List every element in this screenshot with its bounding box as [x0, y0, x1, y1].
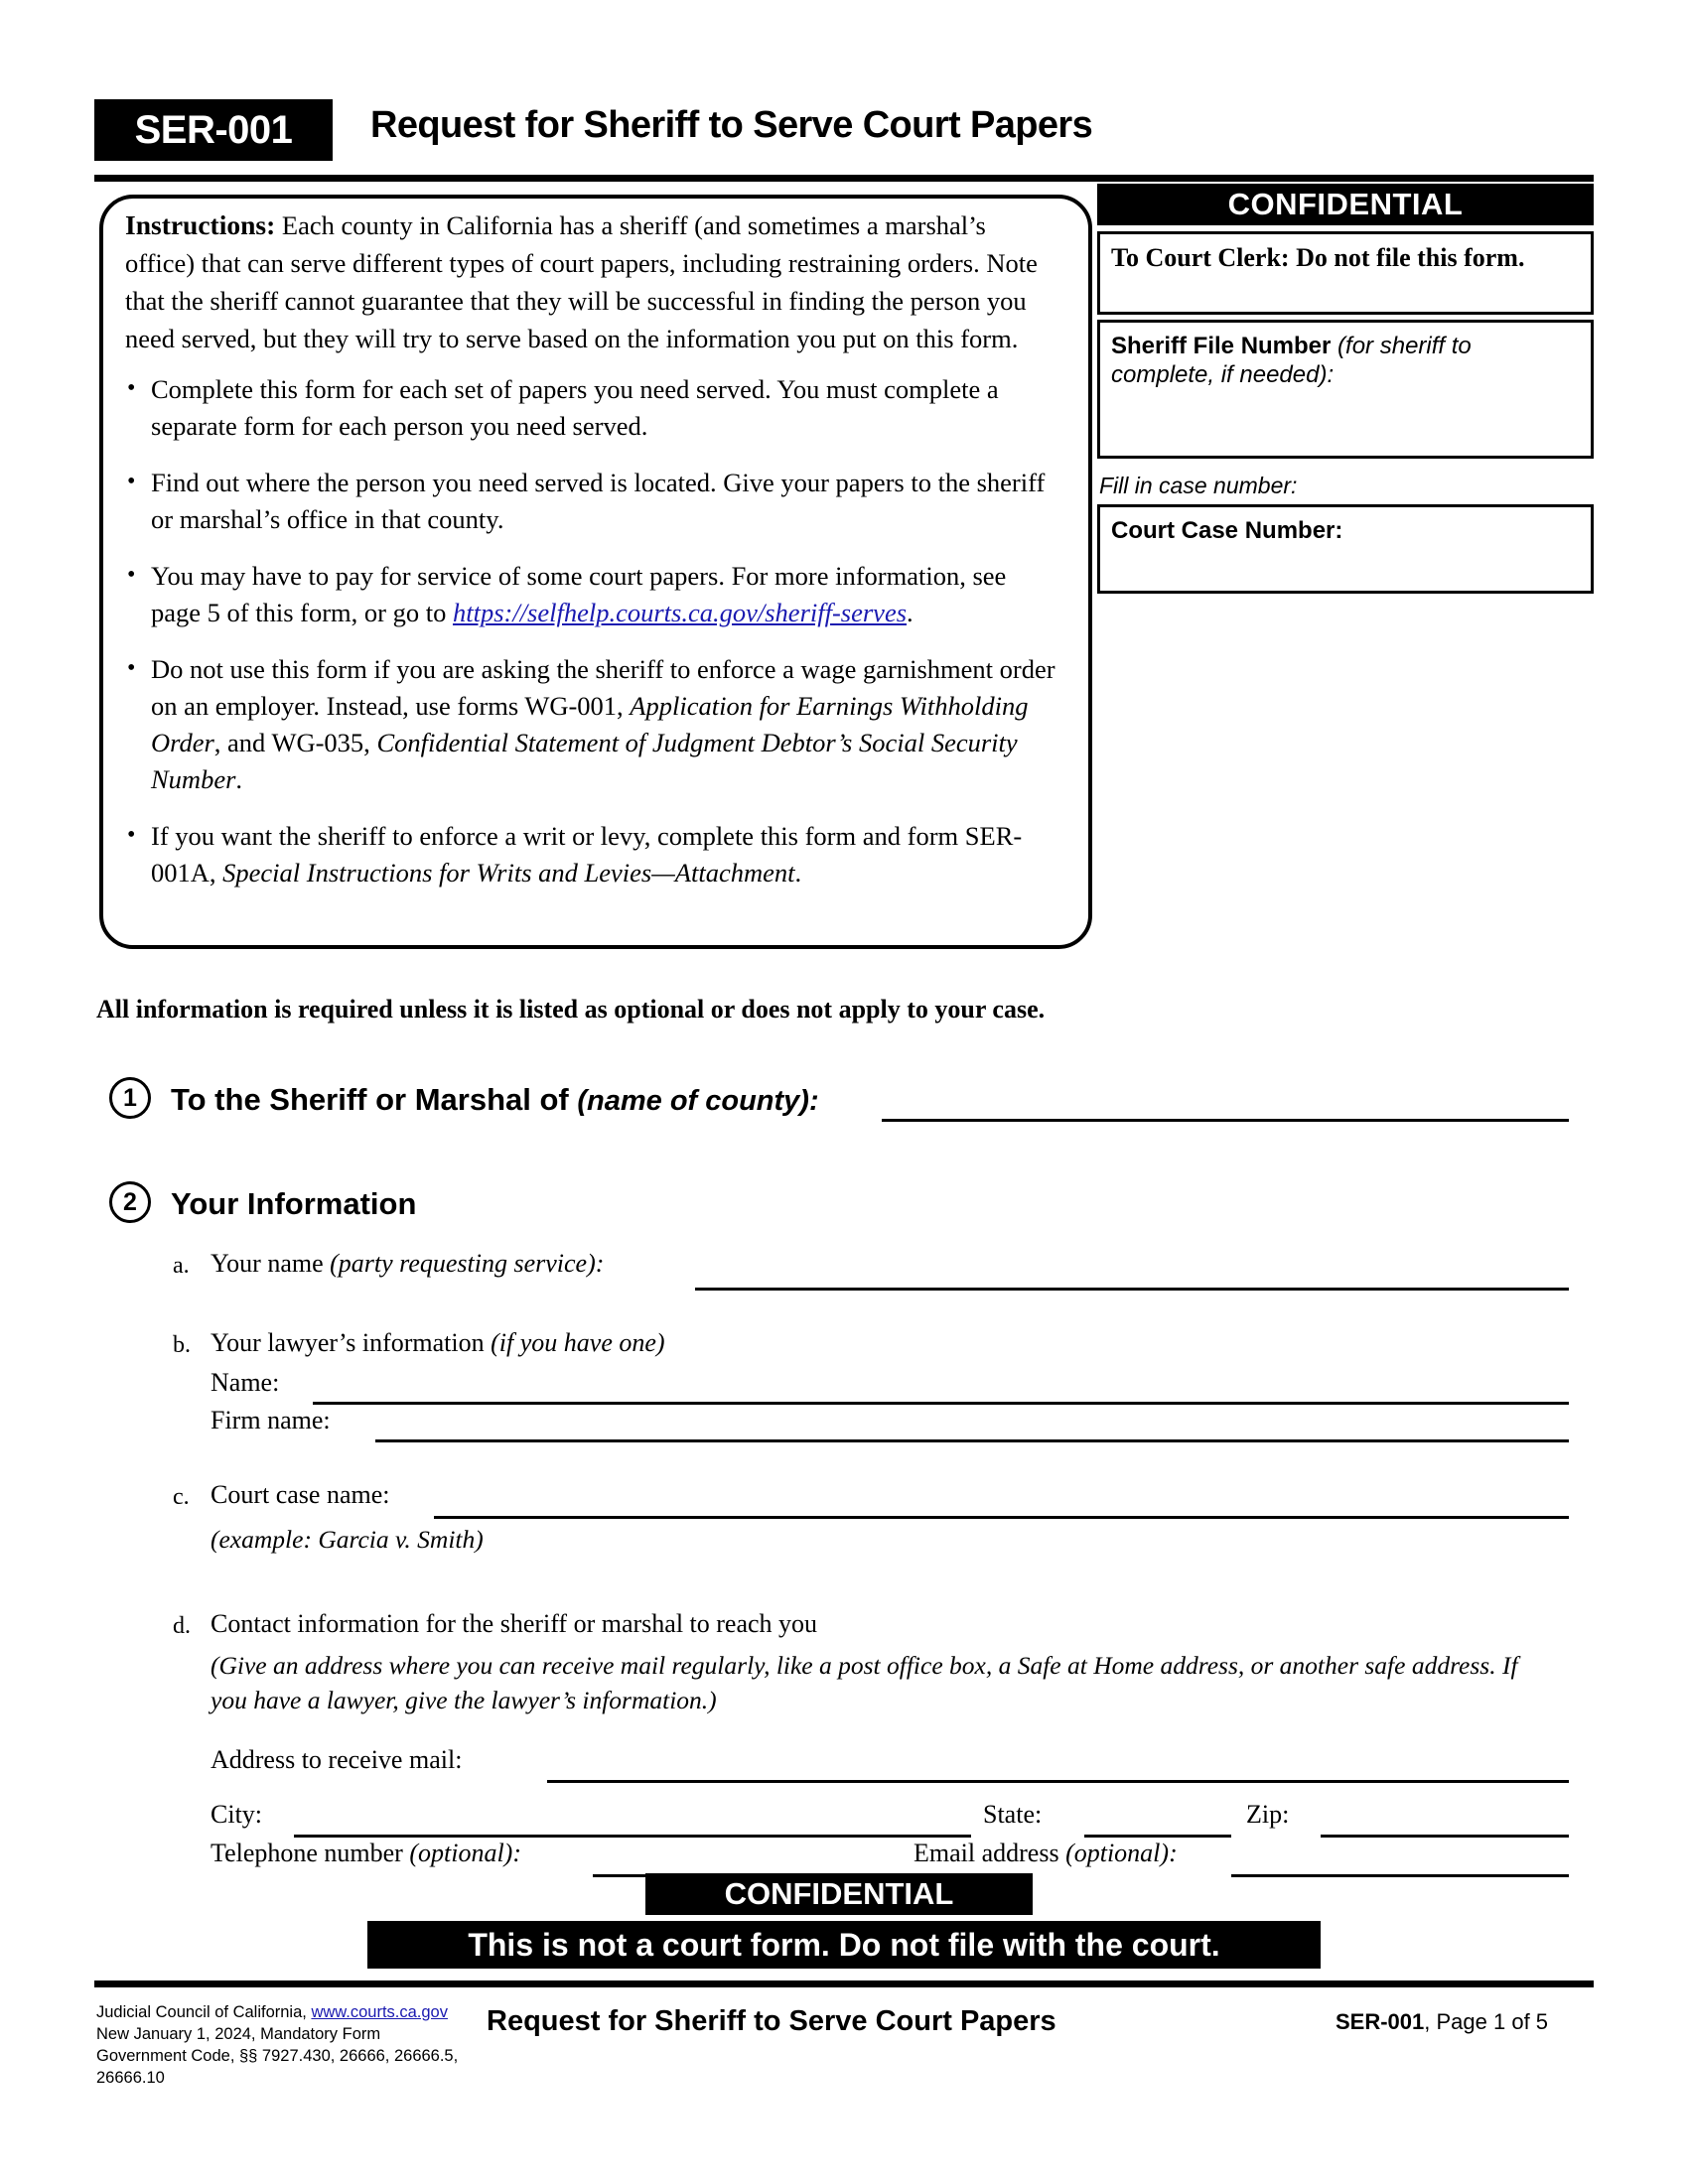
- courts-ca-gov-link[interactable]: www.courts.ca.gov: [311, 2003, 448, 2021]
- your-name-label: [211, 1249, 604, 1279]
- required-information-notice: All information is required unless it is listed as optional or does not apply to your case.: [96, 995, 1046, 1024]
- lawyer-information-label-text: Your lawyer’s information: [211, 1328, 492, 1357]
- court-case-number-box[interactable]: [1097, 504, 1594, 594]
- zip-label: Zip:: [1246, 1800, 1290, 1829]
- section-1-heading-hint: (name of county):: [577, 1085, 819, 1117]
- your-name-hint: (party requesting service):: [330, 1249, 605, 1278]
- firm-name-label: Firm name:: [211, 1406, 331, 1434]
- item-a-letter: a.: [173, 1253, 190, 1279]
- footer-code-citation-2: 26666.10: [96, 2069, 165, 2087]
- fill-in-case-number-note: Fill in case number:: [1099, 473, 1298, 498]
- contact-information-note: (Give an address where you can receive mail regularly, like a post office box, a Safe at Home address, or another safe address. If you have a lawyer, give the lawyer’s information.): [211, 1651, 1518, 1714]
- section-1-heading: [171, 1082, 819, 1118]
- your-name-input[interactable]: [695, 1288, 1569, 1291]
- address-label: Address to receive mail:: [211, 1745, 463, 1774]
- confidential-panel: [1097, 184, 1594, 594]
- page-title: Request for Sheriff to Serve Court Papers: [370, 104, 1093, 146]
- telephone-optional-hint: (optional):: [409, 1839, 521, 1867]
- firm-name-input[interactable]: [375, 1439, 1569, 1442]
- instructions-intro: [125, 206, 1058, 357]
- footer-legal-text: [96, 2001, 513, 2089]
- section-2-heading: Your Information: [171, 1186, 417, 1221]
- footer-divider: [94, 1980, 1594, 1987]
- sheriff-file-number-hint: (for sheriff to complete, if needed):: [1111, 333, 1472, 388]
- lawyer-name-label: Name:: [211, 1368, 280, 1397]
- selfhelp-courts-link[interactable]: https://selfhelp.courts.ca.gov/sheriff-serves: [452, 598, 908, 627]
- footer-not-a-court-form-banner: This is not a court form. Do not file with the court.: [367, 1921, 1321, 1969]
- email-optional-hint: (optional):: [1065, 1839, 1178, 1867]
- zip-input[interactable]: [1321, 1835, 1569, 1838]
- footer-form-title: Request for Sheriff to Serve Court Papers: [487, 2005, 1056, 2037]
- instruction-bullet-4-text: Do not use this form if you are asking the sheriff to enforce a wage garnishment order on an employer. Instead, use forms WG-001,: [151, 654, 1055, 721]
- city-input[interactable]: [294, 1835, 971, 1838]
- instruction-bullet-1: [125, 371, 1058, 445]
- instruction-bullet-5-tail: .: [794, 858, 802, 887]
- footer-page-indicator: [1336, 2009, 1548, 2035]
- footer-revision-date: New January 1, 2024, Mandatory Form: [96, 2025, 381, 2043]
- instruction-bullet-2-text: Find out where the person you need served is located. Give your papers to the sheriff or marshal’s office in that county.: [151, 468, 1046, 534]
- instruction-bullet-4: [125, 651, 1058, 798]
- confidential-banner: CONFIDENTIAL: [1097, 184, 1594, 225]
- form-header: [94, 99, 1594, 161]
- item-c-letter: c.: [173, 1484, 190, 1510]
- court-clerk-notice: To Court Clerk: Do not file this form.: [1111, 243, 1525, 272]
- wg-001-form-title: Application for Earnings Withholding Order: [151, 691, 1029, 757]
- instructions-intro-text: Each county in California has a sheriff (and sometimes a marshal’s office) that can serve different types of court papers, including restraining orders. Note that the sheriff cannot guarantee that they will be successful in finding the person you need served, but they will try to serve based on the information you put on this form.: [125, 210, 1038, 353]
- instruction-bullet-4-tail: .: [235, 764, 243, 794]
- court-case-name-input[interactable]: [434, 1516, 1569, 1519]
- instruction-bullet-3-text: You may have to pay for service of some court papers. For more information, see page 5 of this form, or go to: [151, 561, 1007, 627]
- section-1-number: 1: [109, 1077, 151, 1119]
- court-case-number-label: Court Case Number:: [1111, 517, 1343, 544]
- judicial-council-text: Judicial Council of California,: [96, 2003, 312, 2021]
- instruction-bullet-1-text: Complete this form for each set of papers you need served. You must complete a separate form for each person you need served.: [151, 374, 999, 441]
- city-label: City:: [211, 1800, 263, 1829]
- lawyer-name-input[interactable]: [313, 1402, 1569, 1405]
- lawyer-information-hint: (if you have one): [491, 1328, 665, 1357]
- state-input[interactable]: [1084, 1835, 1231, 1838]
- header-divider: [94, 175, 1594, 182]
- footer-page-number: , Page 1 of 5: [1424, 2009, 1549, 2034]
- instructions-box: [99, 195, 1092, 949]
- instruction-bullet-4-mid: , and WG-035,: [213, 728, 377, 757]
- sheriff-file-number-label-text: Sheriff File Number: [1111, 333, 1332, 359]
- instructions-bullet-list: [125, 371, 1058, 891]
- address-input[interactable]: [547, 1780, 1569, 1783]
- ser-001a-form-title: Special Instructions for Writs and Levies—Attachment: [222, 858, 795, 887]
- email-label-text: Email address: [914, 1839, 1066, 1867]
- wg-035-form-title: Confidential Statement of Judgment Debtor’s Social Security Number: [151, 728, 1018, 794]
- instruction-bullet-2: [125, 465, 1058, 538]
- contact-information-label: Contact information for the sheriff or marshal to reach you: [211, 1609, 818, 1638]
- footer-confidential-banner: CONFIDENTIAL: [645, 1873, 1033, 1915]
- item-b-letter: b.: [173, 1332, 191, 1358]
- instruction-bullet-3-tail: .: [907, 598, 914, 627]
- section-2-number: 2: [109, 1181, 151, 1223]
- lawyer-information-label: [211, 1328, 665, 1358]
- telephone-label-text: Telephone number: [211, 1839, 410, 1867]
- email-label: [914, 1839, 1178, 1868]
- telephone-label: [211, 1839, 521, 1868]
- instruction-bullet-5-text: If you want the sheriff to enforce a writ or levy, complete this form and form SER-001A,: [151, 821, 1023, 887]
- footer-form-code: SER-001: [1336, 2009, 1425, 2034]
- section-1-heading-text: To the Sheriff or Marshal of: [171, 1082, 578, 1117]
- county-name-input[interactable]: [882, 1119, 1569, 1122]
- instructions-label: Instructions:: [125, 209, 276, 240]
- court-clerk-notice-box: [1097, 231, 1594, 315]
- footer-code-citation-1: Government Code, §§ 7927.430, 26666, 26666.5,: [96, 2047, 459, 2065]
- sheriff-file-number-box[interactable]: [1097, 320, 1594, 459]
- court-case-name-label: Court case name:: [211, 1480, 390, 1509]
- email-input[interactable]: [1231, 1874, 1569, 1877]
- court-case-name-example: (example: Garcia v. Smith): [211, 1525, 484, 1554]
- your-name-label-text: Your name: [211, 1249, 331, 1278]
- sheriff-file-number-label: [1111, 332, 1578, 389]
- instruction-bullet-5: [125, 818, 1058, 891]
- state-label: State:: [983, 1800, 1043, 1829]
- instruction-bullet-3: [125, 558, 1058, 631]
- form-code-badge: SER-001: [94, 99, 333, 161]
- item-d-letter: d.: [173, 1613, 191, 1639]
